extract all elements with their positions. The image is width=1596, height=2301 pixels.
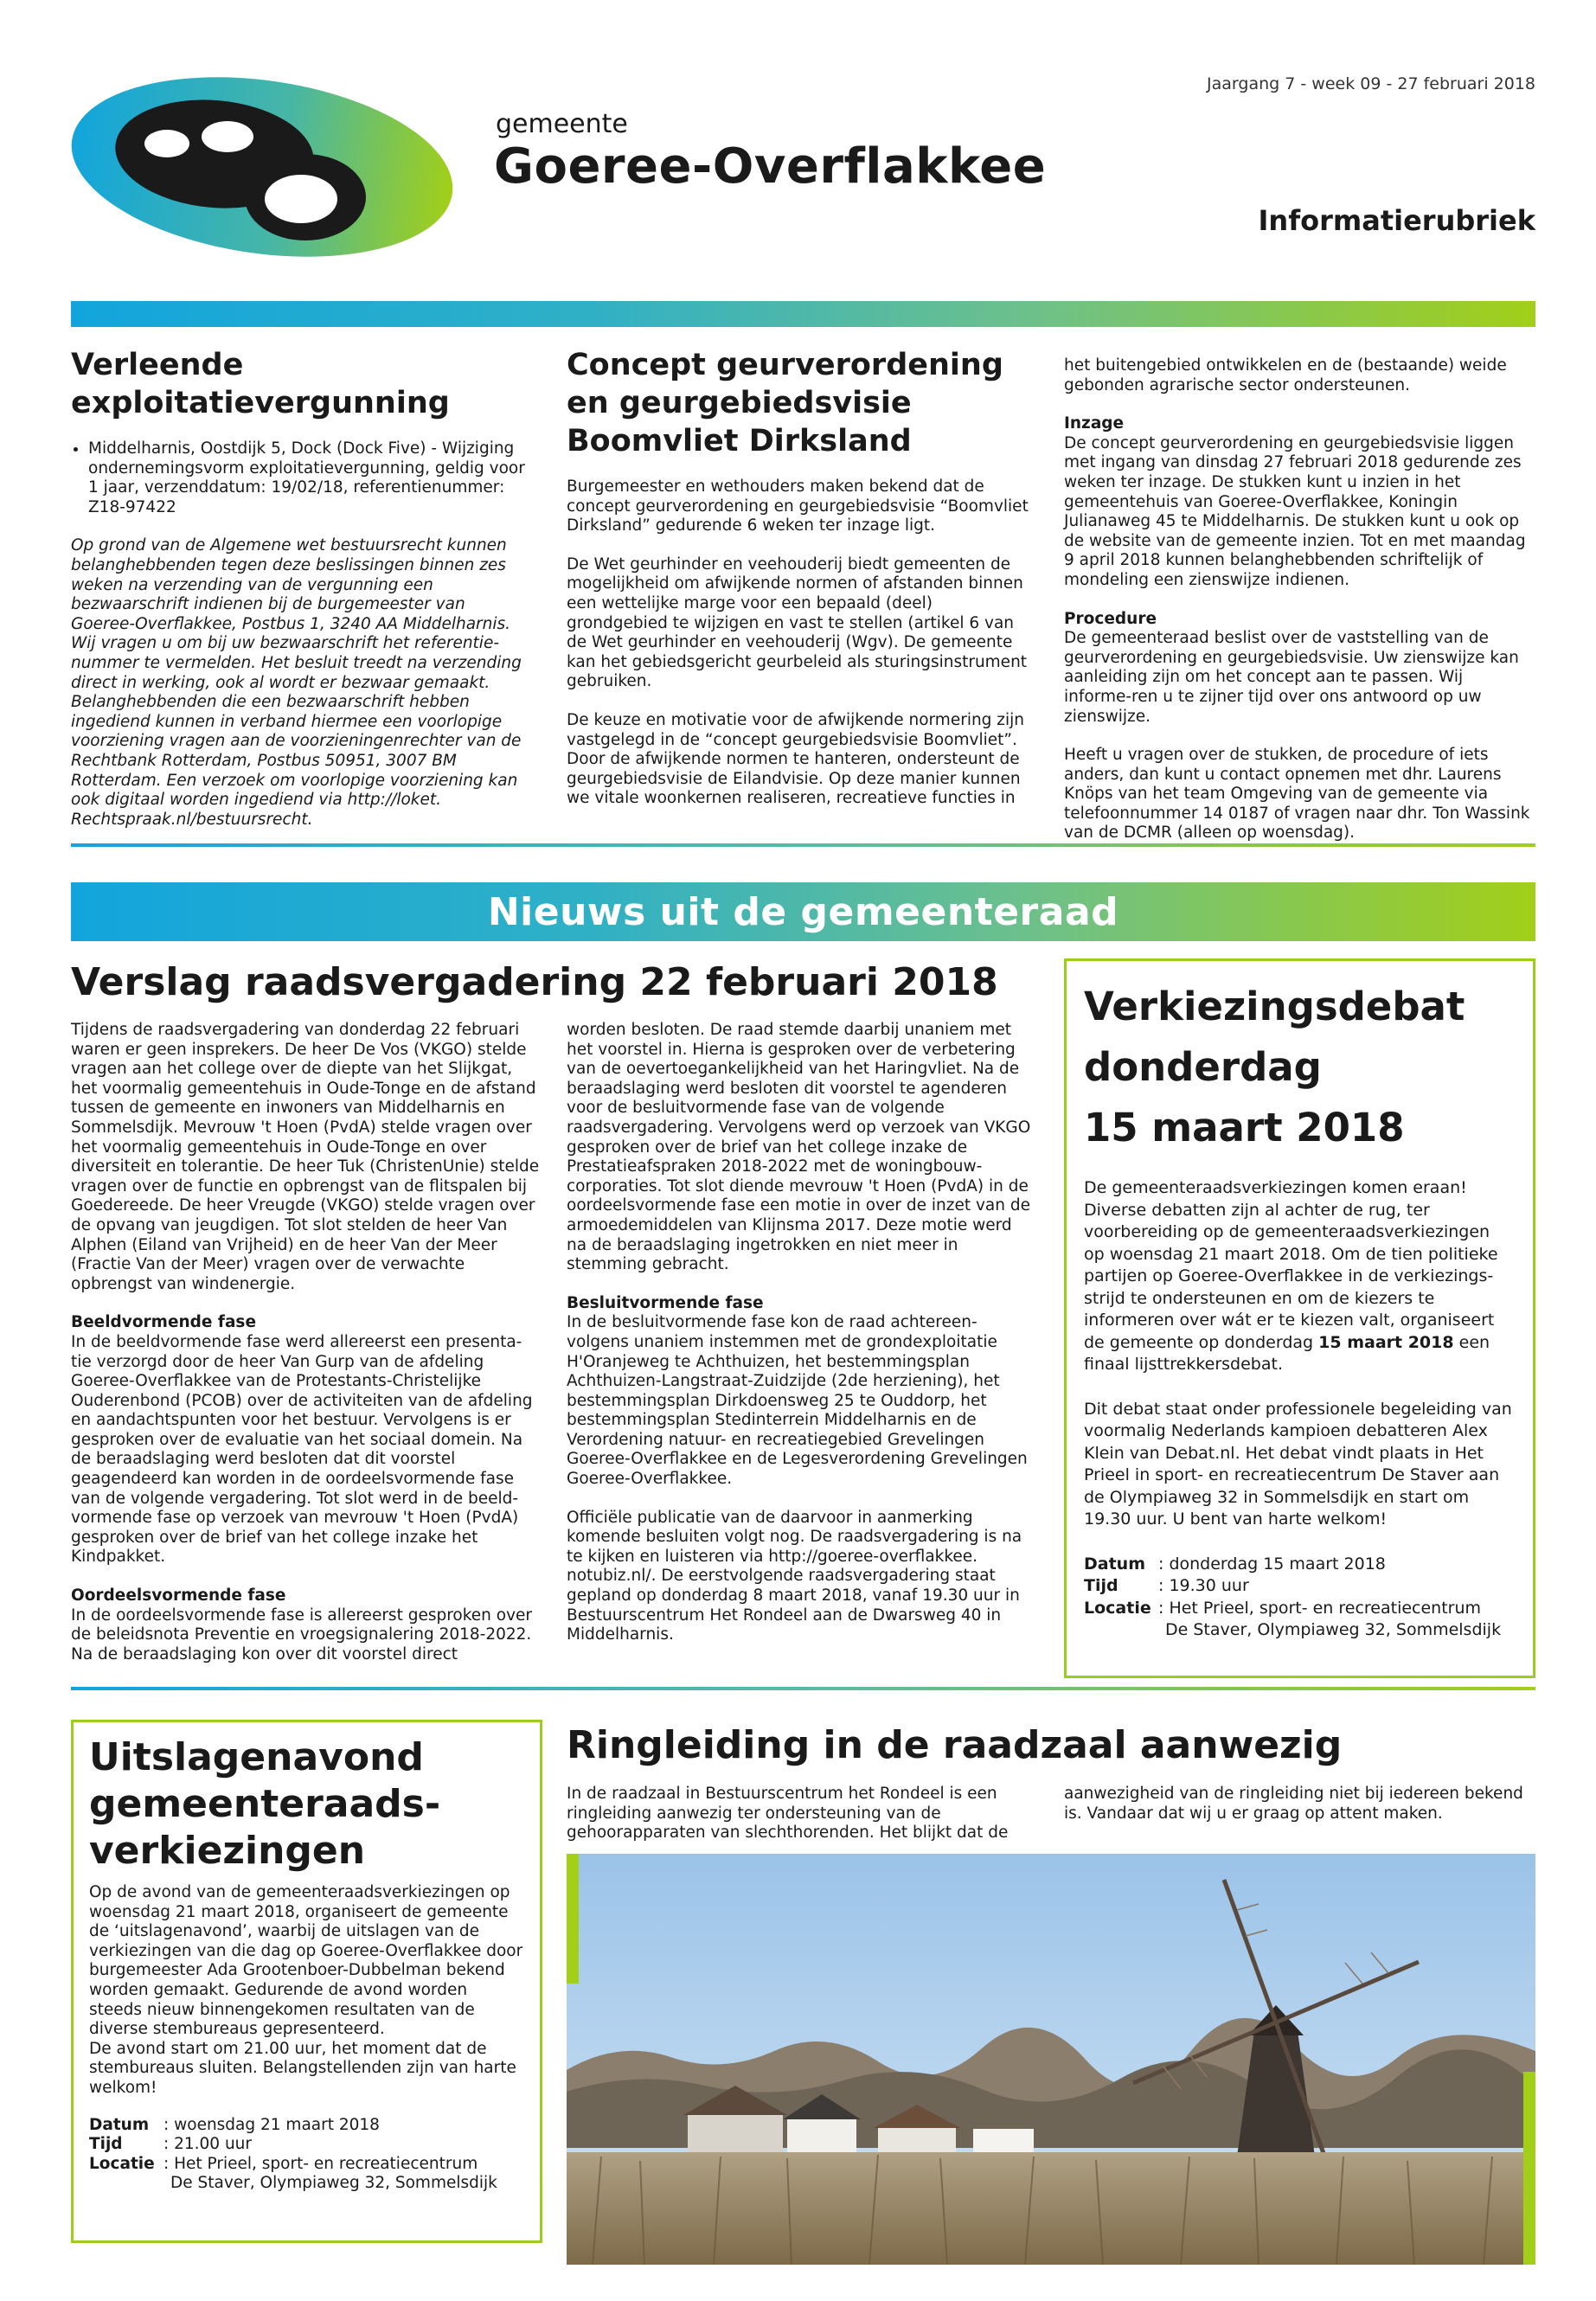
article-title-ringleiding: Ringleiding in de raadzaal aanwezig <box>567 1723 1343 1767</box>
paragraph: Burgemeester en wethouders maken bekend dat de concept geurverordening en geurgebiedsvisie “Boomvliet Dirksland” gedurende 6 weken ter inzage ligt. <box>567 478 1029 535</box>
paragraph: Heeft u vragen over de stukken, de procedure of iets anders, dan kunt u contact opnemen met dhr. Laurens Knöps van het team Omgeving van de gemeente via telefoonnummer 14 0187 of vragen naar dhr. Ton Wassink van de DCMR (alleen op woensdag). <box>1064 746 1530 843</box>
photo-accent-left <box>567 1854 579 1984</box>
gemeente-name: Goeree-Overflakkee <box>494 138 1047 195</box>
verslag-col2 <box>567 1021 1034 1664</box>
paragraph: Dit debat staat onder professionele begeleiding van voormalig Nederlands kampioen debatteren Alex Klein van Debat.nl. Het debat vindt plaats in Het Prieel in sport- en recreatiecentrum De Staver aan de Olympiaweg 32 in Sommelsdijk en start om 19.30 uur. U bent van harte welkom! <box>1084 1399 1512 1529</box>
paragraph: De avond start om 21.00 uur, het moment dat de stembureaus sluiten. Belangstellenden zijn van harte welkom! <box>89 2039 516 2097</box>
info-table: Datum : woensdag 21 maart 2018 Tijd : 21.00 uur Locatie : Het Prieel, sport- en recreatiecentrum De Staver, Olympiaweg 32, Sommelsdijk <box>89 2115 497 2193</box>
paragraph: In de beeldvormende fase werd allereerst een presenta-tie verzorgd door de heer Van Gurp van de afdeling Goeree-Overflakkee van de Protestants-Christelijke Ouderenbond (PCOB) over de activiteiten van de afdeling en aandachtspunten voor het bestuur. Vervolgens is er gesproken over de evaluatie van het sociaal domein. Na de beraadslaging werd besloten dat dit voorstel geagendeerd kan worden in de oordeelsvormende fase van de volgende vergadering. Tot slot werd in de beeld-vormende fase op verzoek van mevrouw 't Hoen (PvdA) gesproken over de brief van het college inzake het Kindpakket. <box>71 1332 533 1567</box>
section-divider <box>71 1687 1535 1690</box>
info-table: Datum : donderdag 15 maart 2018 Tijd : 19.30 uur Locatie : Het Prieel, sport- en recreatiecentrum De Staver, Olympiaweg 32, Sommelsdijk <box>1084 1554 1502 1639</box>
rubriek-label: Informatierubriek <box>1258 204 1535 237</box>
paragraph: In de oordeelsvormende fase is allereerst gesproken over de beleidsnota Preventie en vroegsignalering 2018-2022. Na de beraadslaging kon over dit voorstel direct <box>71 1606 533 1663</box>
paragraph: De gemeenteraad beslist over de vaststelling van de geurverordening en geurgebiedsvisie. Uw zienswijze kan aanleiding zijn om het concept aan te passen. Wij informe-ren u te zijner tijd over ons antwoord op uw zienswijze. <box>1064 629 1519 726</box>
verslag-col1 <box>71 1021 542 1683</box>
paragraph: het buitengebied ontwikkelen en de (bestaande) weide gebonden agrarische sector ondersteunen. <box>1064 356 1507 394</box>
section-banner <box>71 882 1535 941</box>
gemeente-small: gemeente <box>496 109 628 139</box>
paragraph: De keuze en motivatie voor de afwijkende normering zijn vastgelegd in de “concept geurgebiedsvisie Boomvliet”. Door de afwijkende normen te hanteren, ondersteunt de geurgebiedsvisie de Eilandvisie. Op deze manier kunnen we vitale woonkernen realiseren, recreatieve functies in <box>567 710 1025 808</box>
paragraph: De concept geurverordening en geurgebiedsvisie liggen met ingang van dinsdag 27 februari 2018 gedurende zes weken ter inzage. De stukken kunt u inzien in het gemeentehuis van Goeree-Overflakkee, Koningin Julianaweg 45 te Middelharnis. De stukken kunt u ook op de website van de gemeente inzien. Tot en met maandag 9 april 2018 kunnen belanghebbenden schriftelijk of mondeling een zienswijze indienen. <box>1064 433 1526 589</box>
list-item: • Middelharnis, Oostdijk 5, Dock (Dock Five) - Wijziging ondernemingsvorm exploitatievergunning, geldig voor 1 jaar, verzenddatum: 19/02/18, referentienummer: Z18-97422 <box>88 439 529 517</box>
vergunning-list <box>71 439 529 517</box>
subheading-beeldvormend: Beeldvormende fase <box>71 1313 256 1332</box>
gemeente-logo <box>67 76 457 258</box>
article-title: Concept geurverordening en geurgebiedsvisie Boomvliet Dirksland <box>567 348 1003 458</box>
paragraph: Tijdens de raadsvergadering van donderdag 22 februari waren er geen insprekers. De heer De Vos (VKGO) stelde vragen aan het college over de diepte van het Slijkgat, het voormalig gemeentehuis in Oude-Tonge en de afstand tussen de gemeente en inwoners van Middelharnis en Sommelsdijk. Mevrouw 't Hoen (PvdA) stelde vragen over het voormalig gemeentehuis in Oude-Tonge en over diversiteit en tolerantie. De heer Tuk (ChristenUnie) stelde vragen over de functie en opbrengst van de flitspalen bij Goedereede. De heer Vreugde (VKGO) stelde vragen over de opvang van jeugdigen. Tot slot stelden de heer Van Alphen (Eiland van Vrijheid) en de heer Van der Meer (Fractie Van der Meer) vragen over de verwachte opbrengst van windenergie. <box>71 1021 540 1293</box>
ringleiding-col2: aanwezigheid van de ringleiding niet bij iedereen bekend is. Vandaar dat wij u er graag op attent maken. <box>1064 1785 1523 1823</box>
box-title: Verkiezingsdebat donderdag 15 maart 2018 <box>1084 984 1465 1150</box>
windmill-photo <box>567 1854 1535 2265</box>
paragraph: De gemeenteraadsverkiezingen komen eraan! Diverse debatten zijn al achter de rug, ter voorbereiding op de gemeenteraadsverkiezingen op woensdag 21 maart 2018. Om de tien politieke partijen op Goeree-Overflakkee in de verkiezings-strijd te ondersteunen en om de kiezers te informeren over wát er te kiezen valt, organiseert de gemeente op donderdag 15 maart 2018 een finaal lijsttrekkersdebat. <box>1084 1178 1498 1374</box>
subheading-inzage: Inzage <box>1064 414 1125 433</box>
article-geurverordening-col3 <box>1064 356 1535 862</box>
section-divider <box>71 843 1535 847</box>
article-title-verslag: Verslag raadsvergadering 22 februari 2018 <box>71 960 998 1004</box>
header-gradient-bar <box>71 301 1535 327</box>
paragraph: worden besloten. De raad stemde daarbij unaniem met het voorstel in. Hierna is gesproken over de verbetering van de oevertoegankelijkheid van het Haringvliet. Na de beraadslaging werd besloten dit voorstel te agenderen voor de besluitvormende fase van de volgende raadsvergadering. Vervolgens werd op verzoek van VKGO gesproken over de brief van het college inzake de Prestatieafspraken 2018-2022 met de woningbouw-corporaties. Tot slot diende mevrouw 't Hoen (PvdA) in de oordeelsvormende fase een motie in over de inzet van de armoedemiddelen van Klijnsma 2017. Deze motie werd na de beraadslaging ingetrokken en niet meer in stemming gebracht. <box>567 1021 1031 1274</box>
banner-title: Nieuws uit de gemeenteraad <box>487 889 1119 934</box>
ringleiding-col1: In de raadzaal in Bestuurscentrum het Rondeel is een ringleiding aanwezig ter ondersteuning van de gehoorapparaten van slechthorenden. Het blijkt dat de <box>567 1785 1009 1843</box>
box-title: Uitslagenavond gemeenteraads- verkiezingen <box>89 1735 441 1873</box>
photo-accent-right <box>1523 2072 1535 2265</box>
verkiezingsdebat-box <box>1064 958 1535 1678</box>
bezwaar-text: Op grond van de Algemene wet bestuursrecht kunnen belanghebbenden tegen deze beslissingen binnen zes weken na verzending van de vergunning een bezwaarschrift indienen bij de burgemeester van Goeree-Overflakkee, Postbus 1, 3240 AA Middelharnis. Wij vragen u om bij uw bezwaarschrift het referentie-nummer te vermelden. Het besluit treedt na verzending direct in werking, ook al wordt er bezwaar gemaakt. Belanghebbenden die een bezwaarschrift hebben ingediend kunnen in verband hiermee een voorlopige voorziening vragen aan de voorzieningenrechter van de Rechtbank Rotterdam, Postbus 50951, 3007 BM Rotterdam. Een verzoek om voorlopige voorziening kan ook digitaal worden ingediend via http://loket. Rechtspraak.nl/bestuursrecht. <box>71 536 522 829</box>
subheading-besluitvormend: Besluitvormende fase <box>567 1293 764 1312</box>
uitslagenavond-box <box>71 1720 542 2243</box>
paragraph: De Wet geurhinder en veehouderij biedt gemeenten de mogelijkheid om afwijkende normen of afstanden binnen een wettelijke marge voor een bepaald (deel) grondgebied te wijzigen en vast te stellen (artikel 6 van de Wet geurhinder en veehouderij (Wgv). De gemeente kan het gebiedsgericht geurbeleid als sturingsinstrument gebruiken. <box>567 554 1028 691</box>
article-geurverordening <box>567 346 1038 828</box>
subheading-oordeelsvormend: Oordeelsvormende fase <box>71 1586 286 1606</box>
article-exploitatievergunning <box>71 346 529 830</box>
paragraph: Op de avond van de gemeenteraadsverkiezingen op woensdag 21 maart 2018, organiseert de gemeente de ‘uitslagenavond’, waarbij de uitslagen van de verkiezingen van die dag op Goeree-Overflakkee door burgemeester Ada Grootenboer-Dubbelman bekend worden gemaakt. Gedurende de avond worden steeds nieuw binnengekomen resultaten van de diverse stembureaus gepresenteerd. <box>89 1883 523 2039</box>
paragraph: Officiële publicatie van de daarvoor in aanmerking komende besluiten volgt nog. De raadsvergadering is na te kijken en luisteren via http://goeree-overflakkee. notubiz.nl/. De eerstvolgende raadsvergadering staat gepland op donderdag 8 maart 2018, vanaf 19.30 uur in Bestuurscentrum Het Rondeel aan de Dwarsweg 40 in Middelharnis. <box>567 1508 1022 1644</box>
subheading-procedure: Procedure <box>1064 609 1157 628</box>
paragraph: In de besluitvormende fase kon de raad achtereen-volgens unaniem instemmen met de grondexploitatie H'Oranjeweg te Achthuizen, het bestemmingsplan Achthuizen-Langstraat-Zuidzijde (2de herziening), het bestemmingsplan Dirkdoensweg 25 te Ouddorp, het bestemmingsplan Stedinterrein Middelharnis en de Verordening natuur- en recreatiegebied Grevelingen Goeree-Overflakkee en de Legesverordening Grevelingen Goeree-Overflakkee. <box>567 1313 1028 1489</box>
issue-line: Jaargang 7 - week 09 - 27 februari 2018 <box>1207 74 1535 93</box>
article-title: Verleende exploitatievergunning <box>71 348 450 420</box>
